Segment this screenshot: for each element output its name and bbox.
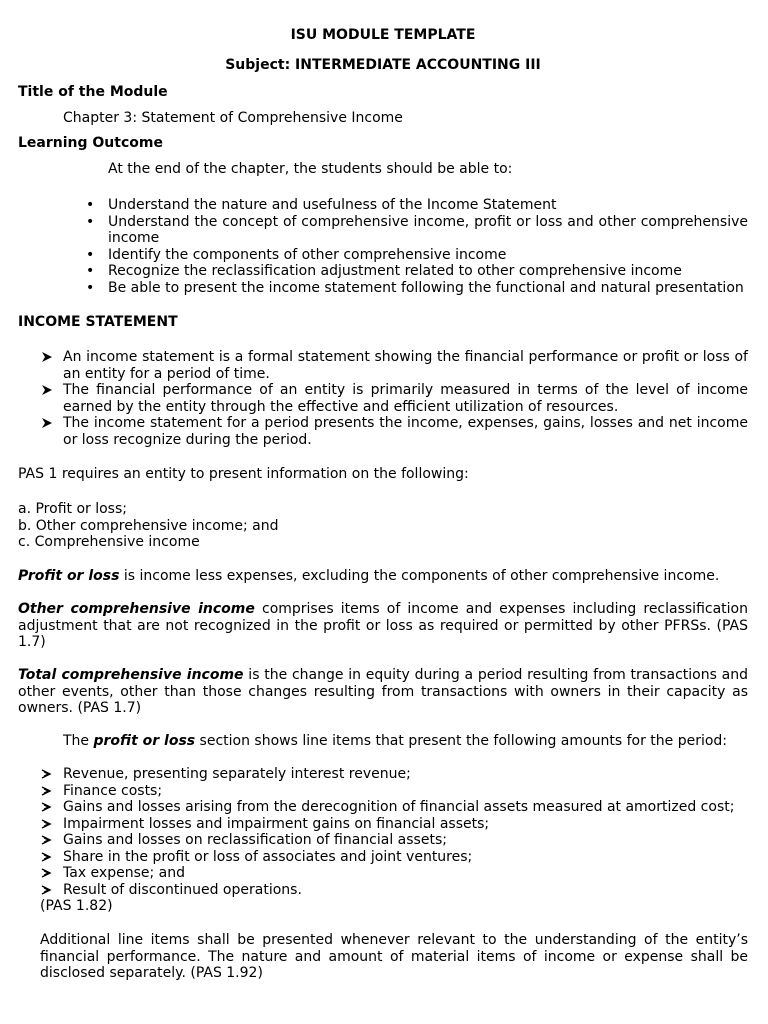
list-item: Gains and losses on reclassification of financial assets; [18, 832, 748, 849]
list-item: • Identify the components of other comprehensive income [86, 246, 507, 263]
learning-outcome-list [18, 197, 748, 296]
defined-term: Other comprehensive income [18, 601, 255, 617]
arrow-bullet-icon [40, 867, 52, 879]
list-item: • Recognize the reclassification adjustment related to other comprehensive income [86, 263, 682, 279]
arrow-bullet-icon [40, 785, 52, 797]
outcome-intro: At the end of the chapter, the students should be able to: [108, 161, 513, 177]
arrow-bullet-icon [40, 818, 52, 830]
title-of-module-heading: Title of the Module [18, 84, 168, 100]
profit-or-loss-definition: Profit or loss is income less expenses, excluding the components of other comprehensive income. [18, 568, 720, 584]
bullet-icon: • [86, 246, 95, 263]
subject-title: Subject: INTERMEDIATE ACCOUNTING III [225, 57, 541, 73]
oci-definition: Other comprehensive income comprises items of income and expenses including reclassification adjustment that are not recognized in the profit or loss as required or permitted by other PFRSs. (PAS 1.7) [18, 601, 748, 650]
bullet-icon: • [86, 263, 95, 279]
list-item: Finance costs; [18, 783, 748, 800]
profit-or-loss-section-intro: The profit or loss section shows line items that present the following amounts for the period: [63, 733, 728, 749]
pas-item-a: a. Profit or loss; [18, 501, 127, 517]
chapter-title: Chapter 3: Statement of Comprehensive Income [63, 110, 403, 126]
list-item: An income statement is a formal statement showing the financial performance or profit or loss of an entity for a period of time. [18, 349, 748, 382]
arrow-bullet-icon [40, 851, 52, 863]
defined-term: Profit or loss [18, 568, 120, 584]
list-item: • Understand the concept of comprehensive income, profit or loss and other comprehensive income [86, 213, 748, 246]
arrow-bullet-icon [40, 801, 52, 813]
pas-item-c: c. Comprehensive income [18, 534, 200, 550]
list-item: Share in the profit or loss of associates and joint ventures; [18, 849, 748, 866]
learning-outcome-heading: Learning Outcome [18, 135, 163, 151]
income-statement-points [18, 349, 748, 448]
bullet-icon: • [86, 197, 95, 213]
bullet-icon: • [86, 213, 95, 230]
arrow-bullet-icon [40, 416, 54, 430]
arrow-bullet-icon [40, 834, 52, 846]
additional-line-items-paragraph: Additional line items shall be presented whenever relevant to the understanding of the entity’s financial performance. The nature and amount of material items of income or expense shall be disclosed separately. (PAS 1.92) [40, 932, 748, 981]
list-item: Impairment losses and impairment gains on financial assets; [18, 816, 748, 833]
pas-item-b: b. Other comprehensive income; and [18, 518, 279, 534]
income-statement-heading: INCOME STATEMENT [18, 314, 178, 330]
list-item: Revenue, presenting separately interest revenue; [18, 766, 748, 783]
defined-term: Total comprehensive income [18, 667, 244, 683]
arrow-bullet-icon [40, 768, 52, 780]
list-item: Tax expense; and [18, 865, 748, 882]
line-items-list [18, 766, 748, 898]
list-item: Result of discontinued operations. [18, 882, 748, 899]
line-items-reference: (PAS 1.82) [40, 898, 113, 914]
bullet-icon: • [86, 279, 95, 296]
list-item: Gains and losses arising from the derecognition of financial assets measured at amortized cost; [18, 799, 748, 816]
list-item: The income statement for a period presents the income, expenses, gains, losses and net income or loss recognize during the period. [18, 415, 748, 448]
list-item: The financial performance of an entity is primarily measured in terms of the level of income earned by the entity through the effective and efficient utilization of resources. [18, 382, 748, 415]
tci-definition: Total comprehensive income is the change in equity during a period resulting from transactions and other events, other than those changes resulting from transactions with owners in their capacity as owners. (PAS 1.7) [18, 667, 748, 716]
pas-intro: PAS 1 requires an entity to present information on the following: [18, 466, 469, 482]
list-item: • Understand the nature and usefulness of the Income Statement [86, 197, 557, 213]
list-item: • Be able to present the income statement following the functional and natural presentation [86, 279, 744, 296]
arrow-bullet-icon [40, 350, 54, 364]
arrow-bullet-icon [40, 884, 52, 896]
arrow-bullet-icon [40, 383, 54, 397]
module-template-title: ISU MODULE TEMPLATE [290, 27, 476, 43]
